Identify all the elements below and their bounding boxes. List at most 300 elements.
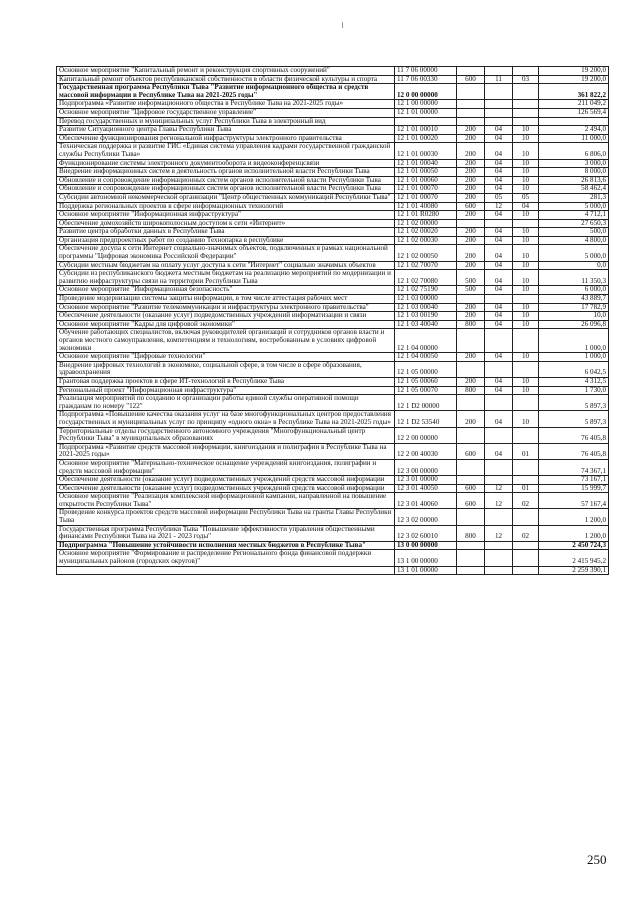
cell-c: 10 bbox=[513, 270, 539, 286]
table-row bbox=[57, 566, 609, 575]
cell-sum: 5 000,0 bbox=[539, 245, 609, 261]
table-row bbox=[57, 427, 609, 443]
cell-b bbox=[485, 361, 513, 377]
cell-sum: 361 822,2 bbox=[539, 84, 609, 100]
cell-c bbox=[513, 459, 539, 475]
cell-b: 04 bbox=[485, 126, 513, 135]
cell-sum: 11 350,3 bbox=[539, 270, 609, 286]
cell-c bbox=[513, 67, 539, 76]
cell-code: 12 1 04 00050 bbox=[395, 353, 457, 362]
cell-name: Субсидии из республиканского бюджета местным бюджетам на реализацию мероприятий по модернизации и развитию инфраструктуры связи на территории Республики Тыва bbox=[57, 270, 395, 286]
table-row bbox=[57, 176, 609, 185]
cell-b: 04 bbox=[485, 411, 513, 427]
cell-sum: 5 000,0 bbox=[539, 202, 609, 211]
cell-b: 04 bbox=[485, 143, 513, 159]
cell-name: Обеспечение деятельности (оказание услуг) подведомственных учреждений информатизации и связи bbox=[57, 312, 395, 321]
cell-code: 12 3 02 00000 bbox=[395, 509, 457, 525]
cell-a: 200 bbox=[457, 176, 485, 185]
cell-a: 200 bbox=[457, 353, 485, 362]
cell-a: 200 bbox=[457, 377, 485, 386]
cell-b: 04 bbox=[485, 228, 513, 237]
table-row bbox=[57, 67, 609, 76]
cell-a bbox=[457, 67, 485, 76]
cell-a bbox=[457, 550, 485, 566]
cell-a: 200 bbox=[457, 159, 485, 168]
cell-sum: 58 462,4 bbox=[539, 185, 609, 194]
cell-sum bbox=[539, 117, 609, 126]
cell-b bbox=[485, 541, 513, 550]
cell-b: 04 bbox=[485, 386, 513, 395]
cell-c: 10 bbox=[513, 143, 539, 159]
cell-name: Основное мероприятие "Цифровые технологии" bbox=[57, 353, 395, 362]
cell-b bbox=[485, 427, 513, 443]
cell-b: 12 bbox=[485, 493, 513, 509]
cell-sum: 15 999,7 bbox=[539, 484, 609, 493]
cell-code: 12 1 01 00050 bbox=[395, 168, 457, 177]
cell-c: 10 bbox=[513, 353, 539, 362]
cell-c: 10 bbox=[513, 245, 539, 261]
table-row bbox=[57, 353, 609, 362]
cell-c bbox=[513, 541, 539, 550]
table-row bbox=[57, 286, 609, 295]
table-row bbox=[57, 236, 609, 245]
cell-c: 01 bbox=[513, 443, 539, 459]
cell-code: 12 1 03 40040 bbox=[395, 320, 457, 329]
cell-name: Организация предпроектных работ по созданию Технопарка в республике bbox=[57, 236, 395, 245]
cell-c: 10 bbox=[513, 228, 539, 237]
cell-code: 12 3 01 40050 bbox=[395, 484, 457, 493]
table-row bbox=[57, 228, 609, 237]
table-row bbox=[57, 386, 609, 395]
cell-a: 200 bbox=[457, 134, 485, 143]
cell-c: 10 bbox=[513, 168, 539, 177]
cell-sum: 17 782,9 bbox=[539, 303, 609, 312]
cell-a bbox=[457, 541, 485, 550]
table-row bbox=[57, 219, 609, 228]
cell-a bbox=[457, 100, 485, 109]
table-row bbox=[57, 108, 609, 117]
table-row bbox=[57, 202, 609, 211]
cell-a: 200 bbox=[457, 185, 485, 194]
cell-sum: 27 650,3 bbox=[539, 219, 609, 228]
cell-a: 200 bbox=[457, 411, 485, 427]
cell-c: 10 bbox=[513, 126, 539, 135]
cell-b: 04 bbox=[485, 211, 513, 220]
cell-sum: 6 000,0 bbox=[539, 286, 609, 295]
cell-b bbox=[485, 329, 513, 353]
cell-a: 600 bbox=[457, 202, 485, 211]
cell-name: Внедрение цифровых технологий в экономике, социальной сфере, в том числе в сфере образования, здравоохранения bbox=[57, 361, 395, 377]
cell-c bbox=[513, 395, 539, 411]
cell-a: 600 bbox=[457, 493, 485, 509]
cell-a: 800 bbox=[457, 525, 485, 541]
cell-code: 12 3 01 00000 bbox=[395, 476, 457, 485]
cell-name: Обновление и сопровождение информационных систем органов исполнительной власти Республики Тыва bbox=[57, 176, 395, 185]
cell-code bbox=[395, 117, 457, 126]
cell-code: 12 1 05 00060 bbox=[395, 377, 457, 386]
table-row bbox=[57, 443, 609, 459]
cell-a bbox=[457, 509, 485, 525]
cell-sum: 281,3 bbox=[539, 193, 609, 202]
table-row bbox=[57, 261, 609, 270]
cell-c bbox=[513, 509, 539, 525]
table-row bbox=[57, 411, 609, 427]
cell-name: Основное мероприятие "Кадры для цифровой экономики" bbox=[57, 320, 395, 329]
cell-name: Основное мероприятие "Информационная безопасность" bbox=[57, 286, 395, 295]
cell-b bbox=[485, 395, 513, 411]
cell-a bbox=[457, 84, 485, 100]
cell-sum: 1 000,0 bbox=[539, 329, 609, 353]
cell-name: Развитие Ситуационного центра Главы Республики Тыва bbox=[57, 126, 395, 135]
cell-sum: 2 415 945,2 bbox=[539, 550, 609, 566]
cell-code: 12 1 01 00040 bbox=[395, 159, 457, 168]
cell-name: Основное мероприятие "Капитальный ремонт и реконструкция спортивных сооружений" bbox=[57, 67, 395, 76]
cell-name: Субсидии местным бюджетам на оплату услуг доступа к сети "Интернет" социально значимых объектов bbox=[57, 261, 395, 270]
cell-sum: 6 042,5 bbox=[539, 361, 609, 377]
cell-b bbox=[485, 117, 513, 126]
cell-sum: 5 897,3 bbox=[539, 411, 609, 427]
cell-a bbox=[457, 566, 485, 575]
budget-table bbox=[56, 66, 609, 575]
cell-b: 04 bbox=[485, 443, 513, 459]
cell-c: 02 bbox=[513, 525, 539, 541]
cell-name: Основное мероприятие "Развитие телекоммуникации и инфраструктуры электронного правительства" bbox=[57, 303, 395, 312]
cell-a bbox=[457, 329, 485, 353]
cell-code: 13 1 01 00000 bbox=[395, 566, 457, 575]
cell-name: Реализация мероприятий по созданию и организации работы единой службы оперативной помощи гражданам по номеру "122" bbox=[57, 395, 395, 411]
cell-code: 12 1 D2 00000 bbox=[395, 395, 457, 411]
cell-sum: 2 494,0 bbox=[539, 126, 609, 135]
cell-sum: 76 405,8 bbox=[539, 427, 609, 443]
cell-c: 01 bbox=[513, 484, 539, 493]
cell-code: 12 1 01 00060 bbox=[395, 176, 457, 185]
cell-sum: 11 000,0 bbox=[539, 134, 609, 143]
cell-b: 12 bbox=[485, 525, 513, 541]
cell-sum: 3 000,0 bbox=[539, 159, 609, 168]
table-row bbox=[57, 159, 609, 168]
cell-c: 10 bbox=[513, 211, 539, 220]
cell-name: Проведение конкурса проектов средств массовой информации Республики Тыва на гранты Главы Республики Тыва bbox=[57, 509, 395, 525]
cell-code: 12 1 03 00190 bbox=[395, 312, 457, 321]
cell-sum: 43 889,7 bbox=[539, 295, 609, 304]
cell-sum: 6 806,0 bbox=[539, 143, 609, 159]
cell-b: 04 bbox=[485, 353, 513, 362]
cell-sum: 10,0 bbox=[539, 312, 609, 321]
cell-c bbox=[513, 108, 539, 117]
cell-c bbox=[513, 84, 539, 100]
cell-code: 12 1 01 R0280 bbox=[395, 211, 457, 220]
cell-sum: 26 096,8 bbox=[539, 320, 609, 329]
cell-code: 12 1 02 00000 bbox=[395, 219, 457, 228]
cell-code: 11 7 06 00000 bbox=[395, 67, 457, 76]
table-row bbox=[57, 100, 609, 109]
cell-code: 12 1 03 00040 bbox=[395, 303, 457, 312]
cell-name: Основное мероприятие "Цифровое государственное управление" bbox=[57, 108, 395, 117]
table-row bbox=[57, 117, 609, 126]
cell-name: Подпрограмма «Повышение качества оказания услуг на базе многофункциональных центров предоставления государственных и муниципальных услуг по принципу «одного окна» в Республике Тыва на 2021-2025 годы» bbox=[57, 411, 395, 427]
cell-sum: 1 200,0 bbox=[539, 525, 609, 541]
cell-b: 04 bbox=[485, 245, 513, 261]
cell-code: 12 1 01 00010 bbox=[395, 126, 457, 135]
cell-code: 12 1 02 75190 bbox=[395, 286, 457, 295]
cell-code: 12 1 02 00050 bbox=[395, 245, 457, 261]
table-row bbox=[57, 126, 609, 135]
cell-name: Подпрограмма «Развитие средств массовой информации, книгоиздания и полиграфии в Республике Тыва на 2021-2025 годы» bbox=[57, 443, 395, 459]
cell-name: Обеспечение функционирования региональной инфраструктуры электронного правительства bbox=[57, 134, 395, 143]
cell-c: 10 bbox=[513, 286, 539, 295]
cell-c bbox=[513, 361, 539, 377]
cell-name: Основное мероприятие "Формирование и распределение Регионального фонда финансовой поддержки муниципальных районов (городских округов)" bbox=[57, 550, 395, 566]
table-row bbox=[57, 509, 609, 525]
cell-c: 02 bbox=[513, 493, 539, 509]
table-row bbox=[57, 193, 609, 202]
cell-b bbox=[485, 108, 513, 117]
cell-a: 800 bbox=[457, 320, 485, 329]
cell-c: 10 bbox=[513, 386, 539, 395]
cell-b bbox=[485, 550, 513, 566]
cell-c bbox=[513, 566, 539, 575]
cell-sum: 0,0 bbox=[539, 261, 609, 270]
budget-table-body bbox=[57, 67, 609, 575]
cell-code: 12 1 01 00030 bbox=[395, 143, 457, 159]
cell-code: 12 1 01 00020 bbox=[395, 134, 457, 143]
cell-a bbox=[457, 427, 485, 443]
cell-name: Основное мероприятие "Информационная инфраструктура" bbox=[57, 211, 395, 220]
cell-name: Грантовая поддержка проектов в сфере ИТ-технологий в Республике Тыва bbox=[57, 377, 395, 386]
cell-code: 12 1 02 00020 bbox=[395, 228, 457, 237]
cell-sum: 19 200,0 bbox=[539, 75, 609, 84]
table-row bbox=[57, 525, 609, 541]
cell-name: Обеспечение досупа к сети Интернет социально-значимых объектов, подключенных в рамках национальной программы "Цифровая экономика Российской Федерации" bbox=[57, 245, 395, 261]
cell-name: Региональный проект "Информационная инфраструктура" bbox=[57, 386, 395, 395]
cell-b: 04 bbox=[485, 176, 513, 185]
cell-c: 04 bbox=[513, 202, 539, 211]
scan-mark bbox=[342, 22, 343, 28]
cell-a bbox=[457, 295, 485, 304]
cell-name: Функционирование системы электронного документооборота и видеоконференцсвязи bbox=[57, 159, 395, 168]
cell-code: 12 1 05 00000 bbox=[395, 361, 457, 377]
cell-b: 04 bbox=[485, 377, 513, 386]
table-row bbox=[57, 550, 609, 566]
cell-sum: 4 312,5 bbox=[539, 377, 609, 386]
table-row bbox=[57, 270, 609, 286]
cell-sum: 73 167,1 bbox=[539, 476, 609, 485]
cell-name: Капитальный ремонт объектов республиканской собственности в области физической культуры и спорта bbox=[57, 75, 395, 84]
cell-sum: 1 000,0 bbox=[539, 353, 609, 362]
cell-sum: 4 800,0 bbox=[539, 236, 609, 245]
cell-sum: 1 730,0 bbox=[539, 386, 609, 395]
cell-c bbox=[513, 295, 539, 304]
cell-name: Территориальные отделы государственного автономного учреждения "Многофункциональный центр Республики Тыва" в муниципальных образованиях bbox=[57, 427, 395, 443]
cell-b bbox=[485, 67, 513, 76]
cell-name bbox=[57, 566, 395, 575]
cell-c: 03 bbox=[513, 75, 539, 84]
cell-sum: 74 367,1 bbox=[539, 459, 609, 475]
cell-a: 200 bbox=[457, 245, 485, 261]
cell-name: Обеспечение деятельности (оказание услуг) подведомственных учреждений средств массовой информации bbox=[57, 476, 395, 485]
cell-c: 10 bbox=[513, 185, 539, 194]
cell-a: 600 bbox=[457, 443, 485, 459]
cell-name: Подпрограмма "Повышение устойчивости исполнения местных бюджетов в Республике Тыва" bbox=[57, 541, 395, 550]
cell-code: 12 1 02 70070 bbox=[395, 261, 457, 270]
cell-code: 12 1 01 00070 bbox=[395, 185, 457, 194]
cell-name: Субсидии автономной некоммерческой организации "Центр общественных коммуникаций Республики Тыва" bbox=[57, 193, 395, 202]
cell-sum: 1 200,0 bbox=[539, 509, 609, 525]
cell-a: 200 bbox=[457, 168, 485, 177]
cell-a: 200 bbox=[457, 126, 485, 135]
table-row bbox=[57, 143, 609, 159]
cell-name: Поддержка региональных проектов в сфере информационных технологий bbox=[57, 202, 395, 211]
cell-code: 12 1 00 00000 bbox=[395, 100, 457, 109]
cell-name: Внедрение информационных систем в деятельность органов исполнительной власти Республики Тыва bbox=[57, 168, 395, 177]
cell-b bbox=[485, 84, 513, 100]
cell-a: 200 bbox=[457, 228, 485, 237]
table-row bbox=[57, 295, 609, 304]
cell-sum: 5 897,3 bbox=[539, 395, 609, 411]
cell-code: 12 1 D2 53540 bbox=[395, 411, 457, 427]
cell-b: 04 bbox=[485, 185, 513, 194]
cell-sum: 2 259 390,1 bbox=[539, 566, 609, 575]
cell-a bbox=[457, 117, 485, 126]
cell-b: 04 bbox=[485, 159, 513, 168]
cell-sum: 126 569,4 bbox=[539, 108, 609, 117]
table-row bbox=[57, 476, 609, 485]
cell-sum: 500,0 bbox=[539, 228, 609, 237]
cell-name: Обеспечение домохозяйств широкополосным доступом к сети «Интернет» bbox=[57, 219, 395, 228]
cell-a bbox=[457, 459, 485, 475]
cell-a bbox=[457, 395, 485, 411]
cell-b: 12 bbox=[485, 484, 513, 493]
cell-c bbox=[513, 427, 539, 443]
cell-c: 10 bbox=[513, 261, 539, 270]
cell-code: 13 0 00 00000 bbox=[395, 541, 457, 550]
cell-code: 12 3 02 60010 bbox=[395, 525, 457, 541]
cell-b bbox=[485, 219, 513, 228]
table-row bbox=[57, 168, 609, 177]
cell-name: Обеспечение деятельности (оказание услуг) подведомственных учреждений средств массовой информации bbox=[57, 484, 395, 493]
table-row bbox=[57, 377, 609, 386]
cell-b bbox=[485, 476, 513, 485]
cell-a: 200 bbox=[457, 312, 485, 321]
table-row bbox=[57, 484, 609, 493]
cell-sum: 26 813,6 bbox=[539, 176, 609, 185]
cell-code: 12 2 00 00000 bbox=[395, 427, 457, 443]
cell-a bbox=[457, 219, 485, 228]
cell-sum: 4 712,1 bbox=[539, 211, 609, 220]
cell-name: Государственная программа Республики Тыва "Развитие информационного общества и средств массовой информации в Республике Тыва на 2021-2025 годы" bbox=[57, 84, 395, 100]
cell-c bbox=[513, 550, 539, 566]
cell-name: Обучение работающих специалистов, включая руководителей организаций и сотрудников органов власти и органов местного самоуправления, компетенциям и технологиям, востребованным в условиях цифровой экономики bbox=[57, 329, 395, 353]
cell-a: 200 bbox=[457, 193, 485, 202]
cell-code: 12 1 05 00070 bbox=[395, 386, 457, 395]
cell-name: Развитие центра обработки данных в Республике Тыва bbox=[57, 228, 395, 237]
table-row bbox=[57, 320, 609, 329]
cell-c: 05 bbox=[513, 193, 539, 202]
table-row bbox=[57, 84, 609, 100]
cell-a: 200 bbox=[457, 303, 485, 312]
cell-code: 13 1 00 00000 bbox=[395, 550, 457, 566]
cell-b: 05 bbox=[485, 193, 513, 202]
cell-b: 04 bbox=[485, 303, 513, 312]
cell-c: 10 bbox=[513, 411, 539, 427]
cell-c: 10 bbox=[513, 159, 539, 168]
cell-sum: 211 049,2 bbox=[539, 100, 609, 109]
cell-name: Проведение модернизации системы защиты информации, в том числе аттестация рабочих мест bbox=[57, 295, 395, 304]
cell-b: 04 bbox=[485, 261, 513, 270]
table-row bbox=[57, 493, 609, 509]
cell-name: Обновление и сопровождение информационных систем органов исполнительной власти Республики Тыва bbox=[57, 185, 395, 194]
table-row bbox=[57, 75, 609, 84]
cell-sum: 76 405,8 bbox=[539, 443, 609, 459]
cell-a: 600 bbox=[457, 75, 485, 84]
cell-c: 10 bbox=[513, 236, 539, 245]
table-row bbox=[57, 459, 609, 475]
cell-b: 04 bbox=[485, 320, 513, 329]
table-row bbox=[57, 134, 609, 143]
cell-code: 12 1 02 00030 bbox=[395, 236, 457, 245]
cell-name: Государственная программа Республики Тыва "Повышение эффективности управления общественными финансами Республики Тыва на 2021 - 2023 годы" bbox=[57, 525, 395, 541]
cell-c bbox=[513, 100, 539, 109]
cell-b bbox=[485, 459, 513, 475]
cell-b bbox=[485, 566, 513, 575]
cell-code: 12 1 03 00000 bbox=[395, 295, 457, 304]
table-row bbox=[57, 541, 609, 550]
cell-b bbox=[485, 509, 513, 525]
cell-name: Основное мероприятие "Материально-техническое оснащение учреждений книгоиздания, полиграфии и средств массовой информации" bbox=[57, 459, 395, 475]
cell-c: 10 bbox=[513, 176, 539, 185]
cell-name: Перевод государственных и муниципальных услуг Республики Тыва в электронный вид bbox=[57, 117, 395, 126]
cell-code: 12 1 02 70080 bbox=[395, 270, 457, 286]
cell-name: Основное мероприятие "Реализация комплексной информационной кампании, направленной на повышение открытости Республики Тыва" bbox=[57, 493, 395, 509]
table-row bbox=[57, 245, 609, 261]
cell-code: 12 1 01 00000 bbox=[395, 108, 457, 117]
table-row bbox=[57, 185, 609, 194]
cell-sum: 57 167,4 bbox=[539, 493, 609, 509]
cell-code: 12 1 01 00070 bbox=[395, 193, 457, 202]
cell-sum: 2 450 724,3 bbox=[539, 541, 609, 550]
cell-name: Техническая поддержка и развитие ГИС «Единая система управления кадрами государственной гражданской службы Республики Тыва» bbox=[57, 143, 395, 159]
cell-b bbox=[485, 295, 513, 304]
cell-b: 04 bbox=[485, 286, 513, 295]
cell-code: 12 3 00 00000 bbox=[395, 459, 457, 475]
cell-c: 10 bbox=[513, 312, 539, 321]
cell-a: 800 bbox=[457, 386, 485, 395]
cell-b: 04 bbox=[485, 134, 513, 143]
cell-b: 04 bbox=[485, 270, 513, 286]
cell-c: 10 bbox=[513, 377, 539, 386]
cell-b bbox=[485, 100, 513, 109]
table-row bbox=[57, 211, 609, 220]
cell-code: 12 0 00 00000 bbox=[395, 84, 457, 100]
cell-a bbox=[457, 108, 485, 117]
cell-a: 200 bbox=[457, 261, 485, 270]
page-number: 250 bbox=[587, 852, 607, 867]
cell-code: 12 1 04 00000 bbox=[395, 329, 457, 353]
cell-b: 11 bbox=[485, 75, 513, 84]
cell-c bbox=[513, 219, 539, 228]
cell-c bbox=[513, 117, 539, 126]
table-row bbox=[57, 395, 609, 411]
table-row bbox=[57, 312, 609, 321]
cell-b: 04 bbox=[485, 312, 513, 321]
cell-code: 12 3 01 40060 bbox=[395, 493, 457, 509]
cell-c: 10 bbox=[513, 134, 539, 143]
cell-name: Подпрограмма «Развитие информационного общества в Республике Тыва на 2021-2025 годы» bbox=[57, 100, 395, 109]
table-row bbox=[57, 303, 609, 312]
cell-b: 04 bbox=[485, 236, 513, 245]
cell-a: 200 bbox=[457, 236, 485, 245]
cell-c: 10 bbox=[513, 303, 539, 312]
